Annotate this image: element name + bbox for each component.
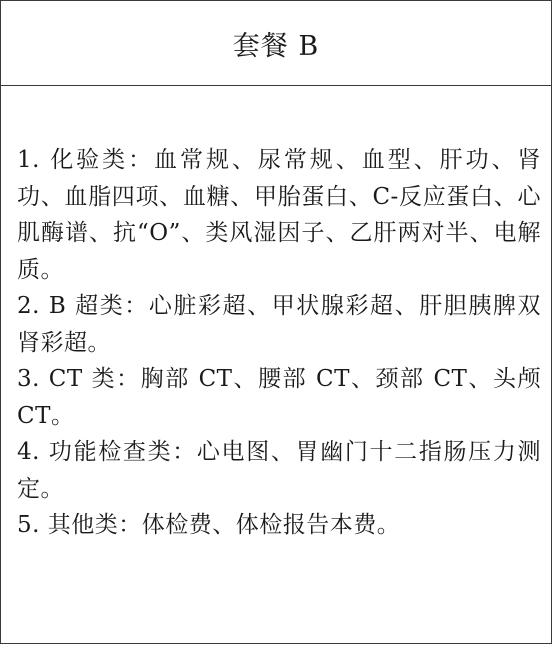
package-header (1, 1, 551, 86)
item-ct-scans: 3. CT 类：胸部 CT、腰部 CT、颈部 CT、头颅 CT。 (17, 366, 541, 429)
item-ultrasound: 2. B 超类：心脏彩超、甲状腺彩超、肝胆胰脾双肾彩超。 (17, 293, 541, 356)
item-other-fees: 5. 其他类：体检费、体检报告本费。 (17, 512, 401, 538)
package-item-list (1, 86, 551, 544)
item-function-tests: 4. 功能检查类：心电图、胃幽门十二指肠压力测定。 (17, 439, 541, 502)
package-title: 套餐 B (232, 30, 320, 62)
item-lab-tests: 1. 化验类：血常规、尿常规、血型、肝功、肾功、血脂四项、血糖、甲胎蛋白、C-反应蛋白、心肌酶谱、抗“O”、类风湿因子、乙肝两对半、电解质。 (17, 147, 541, 283)
